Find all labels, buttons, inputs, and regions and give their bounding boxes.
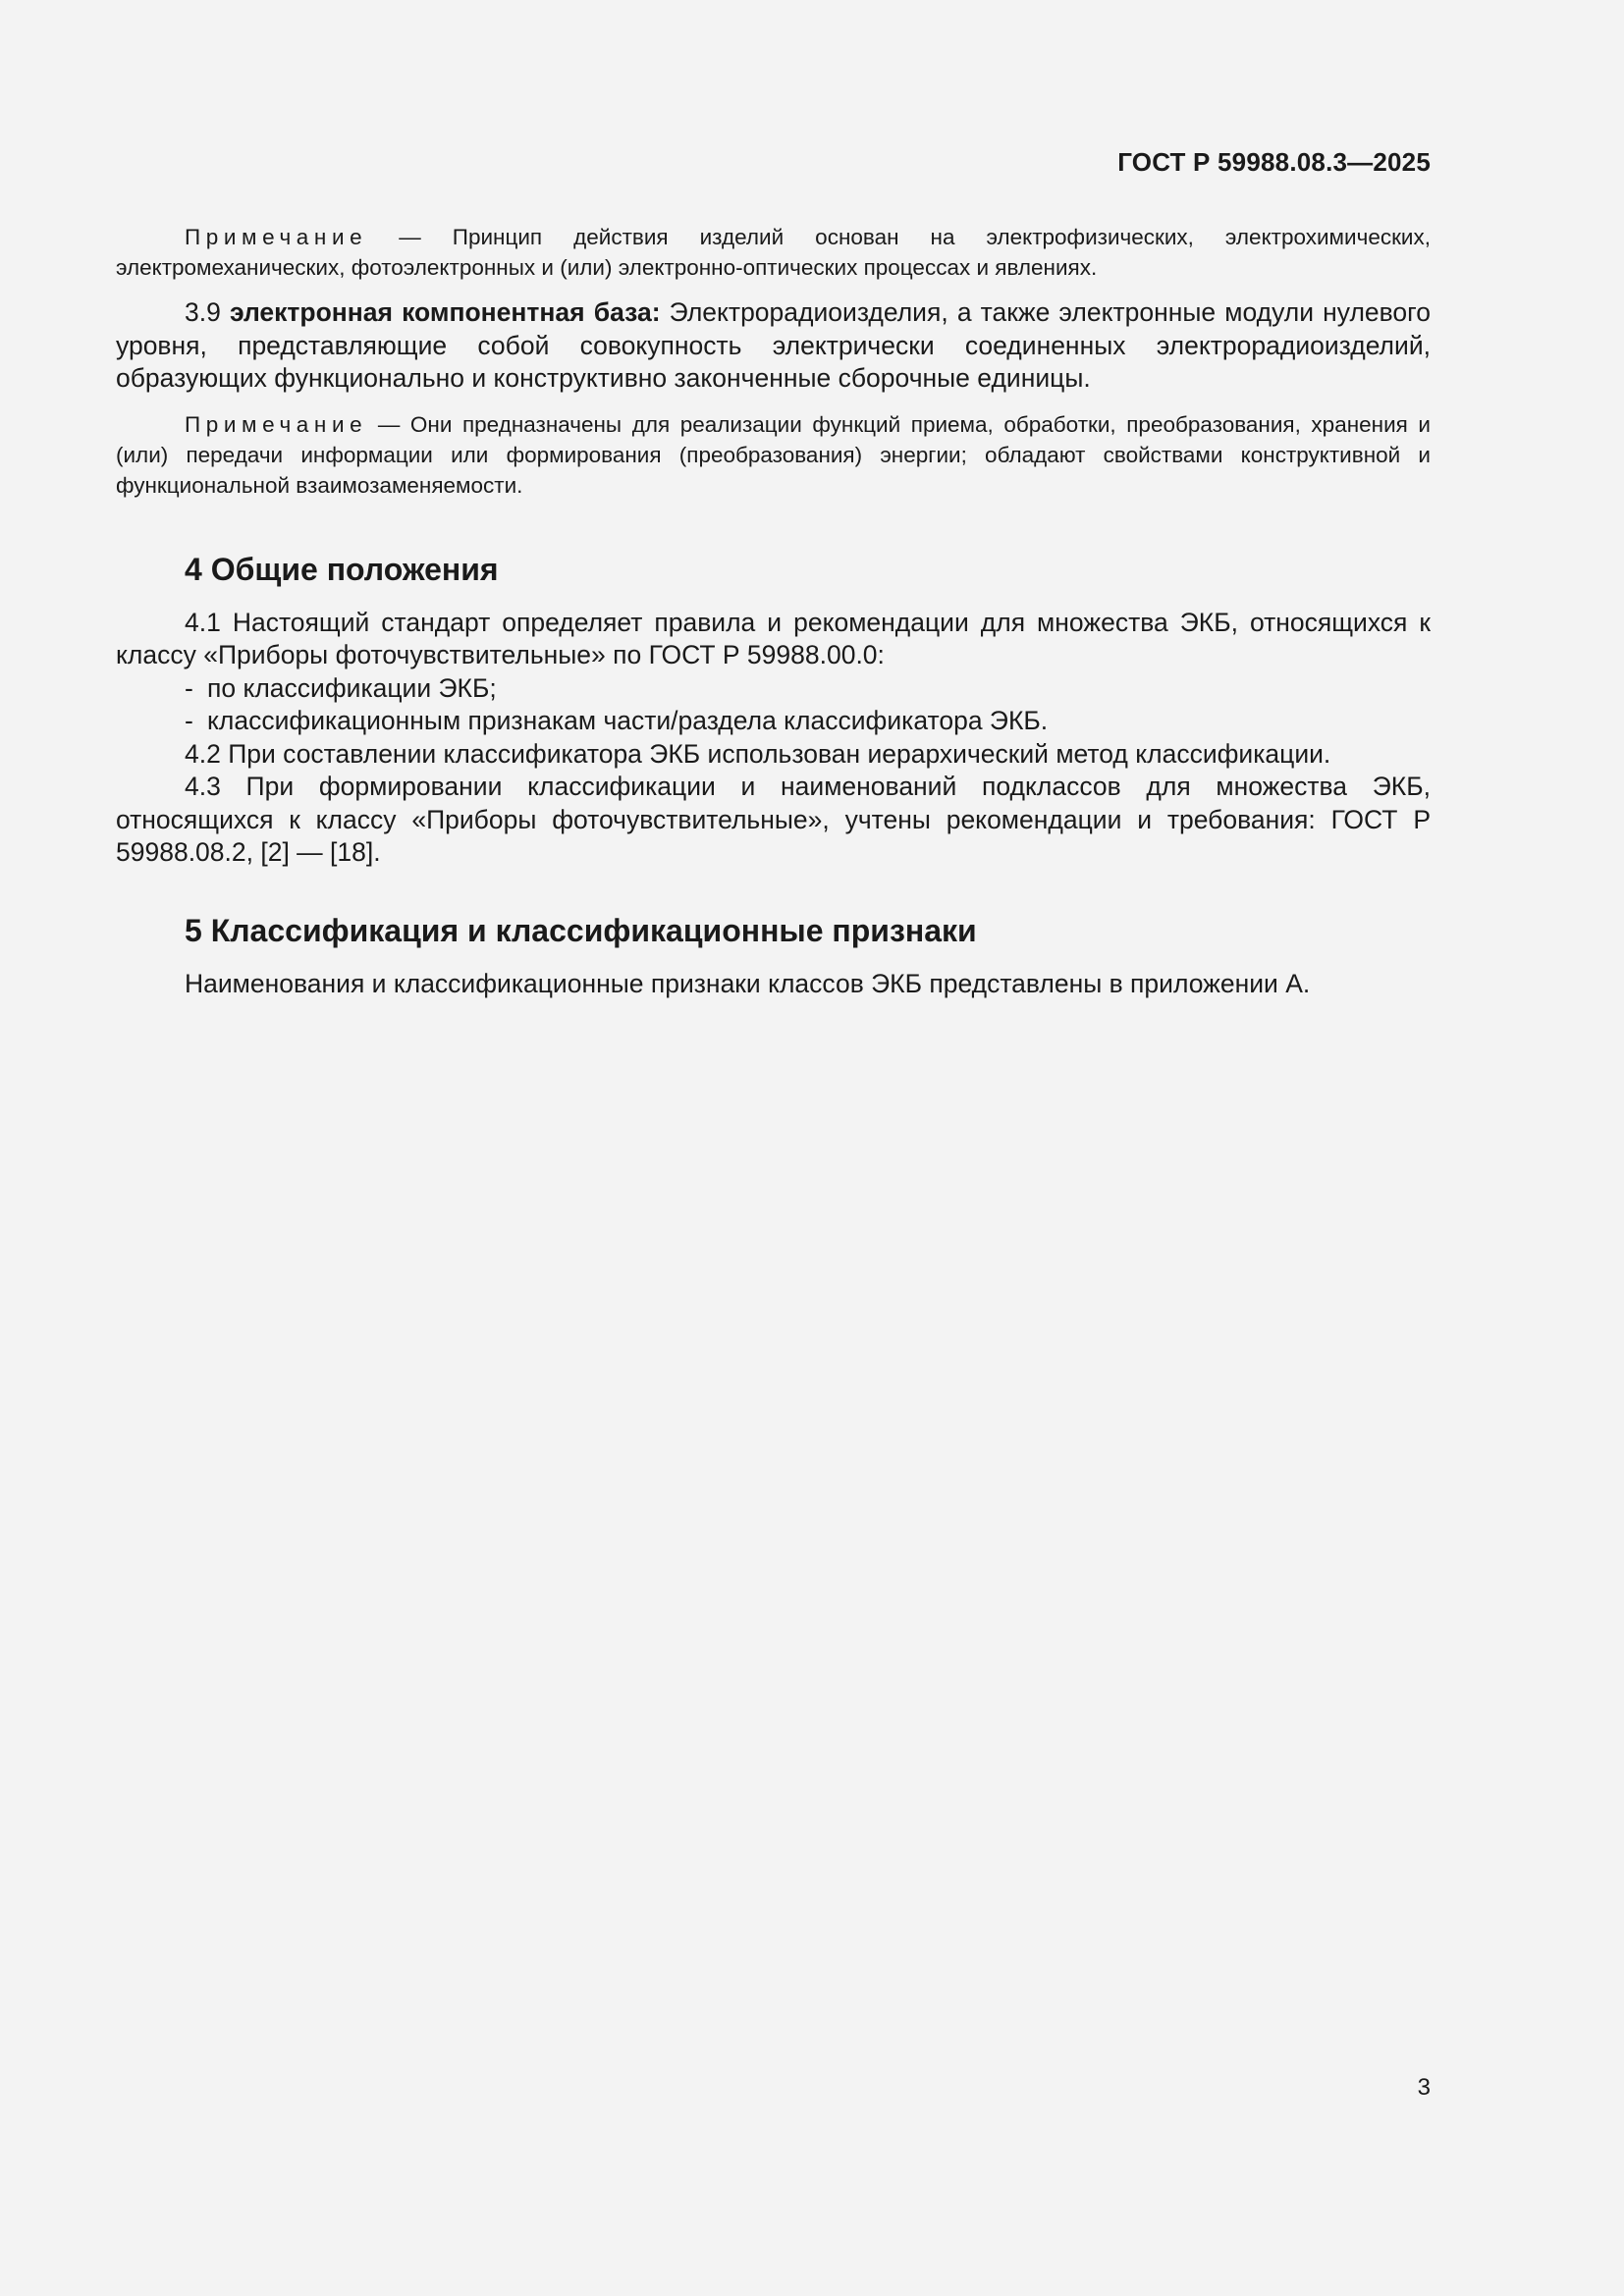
note-label: Примечание [185, 225, 368, 249]
document-page [116, 0, 1431, 2296]
term-definition-3-9 [116, 296, 1431, 396]
paragraph-5: Наименования и классификационные признаки классов ЭКБ представлены в приложении А. [185, 968, 1311, 998]
paragraph-4-3: 4.3 При формировании классификации и наименований подклассов для множества ЭКБ, относящихся к классу «Приборы фоточувствительные», учтены рекомендации и требования: ГОСТ Р 59988.08.2, [2] — [18]. [116, 772, 1431, 867]
section-heading-5: 5 Классификация и классификационные признаки [185, 912, 977, 948]
list-dash: - [185, 672, 193, 703]
term-number: 3.9 [185, 297, 230, 327]
note-purpose [116, 409, 1431, 501]
note-dash: — [367, 225, 453, 249]
page-content [116, 222, 1431, 1000]
paragraph-4-2: 4.2 При составлении классификатора ЭКБ использован иерархический метод классификации. [185, 738, 1331, 769]
term-definition: Электрорадиоизделия, а также электронные модули нулевого уровня, представляющие собой совокупность электрически соединенных электрорадиоизделий, образующих функционально и конструктивно законченные сборочные единицы. [116, 297, 1431, 393]
term-name: электронная компонентная база: [229, 297, 661, 327]
list-item [116, 705, 1431, 738]
list-item [116, 672, 1431, 706]
list-item-text: классификационным признакам части/раздела классификатора ЭКБ. [207, 706, 1049, 735]
section-heading-4: 4 Общие положения [185, 551, 499, 587]
list-item-text: по классификации ЭКБ; [207, 672, 497, 703]
note-text: Принцип действия изделий основан на электрофизических, электрохимических, электромеханических, фотоэлектронных и (или) электронно-оптических процессах и явлениях. [116, 225, 1431, 280]
note-dash: — [367, 411, 410, 437]
note-text: Они предназначены для реализации функций приема, обработки, преобразования, хранения и (или) передачи информации или формирования (преобразования) энергии; обладают свойствами конструктивной и функциональной взаимозаменяемости. [116, 411, 1431, 498]
paragraph-4-1: 4.1 Настоящий стандарт определяет правила и рекомендации для множества ЭКБ, относящихся к классу «Приборы фоточувствительные» по ГОСТ Р 59988.00.0: [116, 607, 1431, 669]
list-dash: - [185, 706, 193, 735]
note-principle [116, 222, 1431, 283]
page-number: 3 [1417, 2074, 1431, 2101]
note-label: Примечание [185, 411, 368, 437]
document-code: ГОСТ Р 59988.08.3—2025 [1117, 147, 1431, 177]
